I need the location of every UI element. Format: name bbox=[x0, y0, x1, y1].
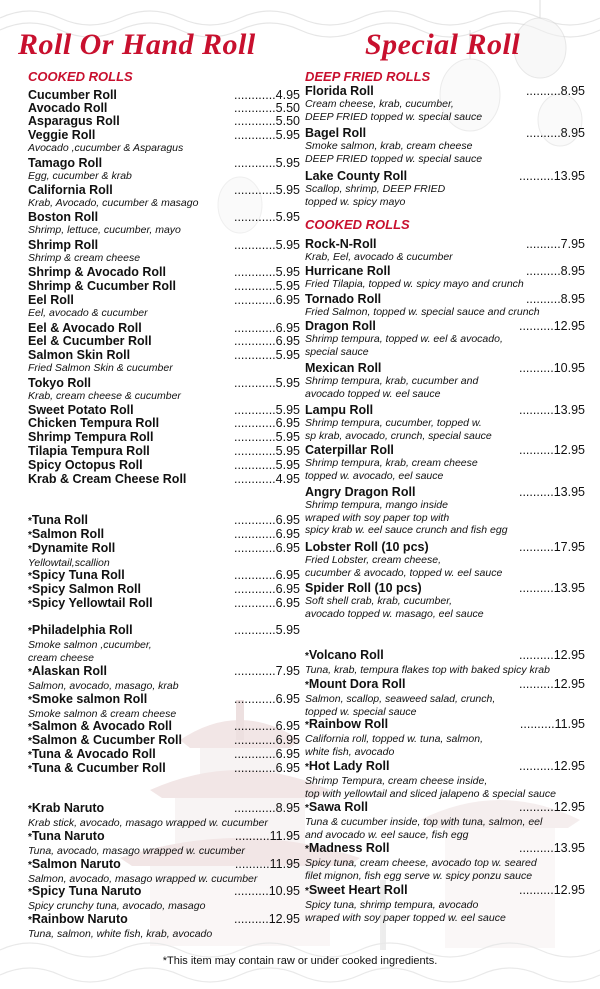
left-cooked-rolls-heading: COOKED ROLLS bbox=[28, 69, 133, 84]
raw-item-marker: * bbox=[28, 667, 32, 678]
menu-item-name: Shrimp Tempura Roll bbox=[28, 430, 154, 444]
menu-item-name: Tuna Roll bbox=[31, 513, 88, 527]
menu-item-price: ............6.95 bbox=[233, 692, 300, 706]
menu-item bbox=[28, 857, 300, 886]
menu-item-description: wraped with soy paper topped w. eel sauce bbox=[305, 911, 506, 924]
menu-item-price: ............6.95 bbox=[233, 541, 300, 555]
raw-item-marker: * bbox=[28, 695, 32, 706]
right-column-heading: Special Roll bbox=[365, 28, 521, 61]
menu-item bbox=[305, 883, 585, 924]
menu-item-price: ............5.95 bbox=[233, 458, 300, 472]
raw-item-marker: * bbox=[28, 585, 32, 596]
raw-item-marker: * bbox=[305, 720, 309, 731]
menu-item-price: ............5.95 bbox=[233, 403, 300, 417]
menu-item-price: ............4.95 bbox=[233, 472, 300, 486]
menu-item-name: Rock-N-Roll bbox=[305, 237, 377, 251]
menu-item-description: Shrimp tempura, topped w. eel & avocado, bbox=[305, 333, 503, 345]
menu-item-name: Mexican Roll bbox=[305, 361, 382, 375]
menu-item-price: ..........12.95 bbox=[518, 319, 585, 333]
raw-item-marker: * bbox=[28, 804, 32, 815]
raw-item-marker: * bbox=[28, 626, 32, 637]
raw-item-marker: * bbox=[28, 915, 32, 926]
menu-item bbox=[28, 265, 300, 279]
menu-item-price: ............5.50 bbox=[233, 114, 300, 128]
menu-item-name: Salmon & Avocado Roll bbox=[31, 719, 172, 733]
menu-item-price: ............5.95 bbox=[233, 210, 300, 224]
menu-item-price: ..........12.95 bbox=[518, 677, 585, 691]
menu-item-name: Dynamite Roll bbox=[31, 541, 116, 555]
menu-item bbox=[305, 237, 585, 264]
menu-item bbox=[28, 472, 300, 486]
menu-item-price: ..........8.95 bbox=[525, 264, 585, 278]
menu-item-description: Fried Salmon, topped w. special sauce and crunch bbox=[305, 306, 540, 318]
raw-item-marker: * bbox=[305, 680, 309, 691]
menu-item-description: Shrimp & cream cheese bbox=[28, 252, 141, 264]
menu-item-name: Eel & Cucumber Roll bbox=[28, 334, 152, 348]
raw-ingredients-footnote: *This item may contain raw or under cooked ingredients. bbox=[162, 955, 438, 967]
menu-item bbox=[305, 84, 585, 123]
menu-item-description: topped w. spicy mayo bbox=[305, 195, 406, 208]
menu-item-description: Eel, avocado & cucumber bbox=[28, 307, 148, 319]
menu-item-description: Cream cheese, krab, cucumber, bbox=[305, 98, 454, 110]
menu-item-name: Bagel Roll bbox=[305, 126, 367, 140]
menu-item bbox=[305, 540, 585, 579]
menu-item bbox=[305, 319, 585, 358]
menu-item-name: California Roll bbox=[28, 183, 113, 197]
menu-item-name: Spicy Tuna Roll bbox=[31, 568, 125, 582]
raw-item-marker: * bbox=[28, 530, 32, 541]
menu-item bbox=[28, 334, 300, 348]
menu-item-price: ..........12.95 bbox=[518, 800, 585, 814]
menu-item bbox=[28, 829, 300, 858]
menu-item-description: DEEP FRIED topped w. special sauce bbox=[305, 110, 483, 123]
menu-item bbox=[28, 912, 300, 941]
menu-item bbox=[28, 458, 300, 472]
menu-item-name: Tuna & Cucumber Roll bbox=[31, 761, 166, 775]
menu-item bbox=[305, 485, 585, 537]
menu-item bbox=[305, 443, 585, 482]
menu-item-description: Krab, Eel, avocado & cucumber bbox=[305, 251, 453, 263]
menu-item-description: sp krab, avocado, crunch, special sauce bbox=[305, 429, 492, 442]
raw-item-marker: * bbox=[305, 844, 309, 855]
menu-item bbox=[28, 279, 300, 293]
menu-item-description: Krab, cream cheese & cucumber bbox=[28, 390, 181, 402]
menu-item-name: Salmon Naruto bbox=[31, 857, 121, 871]
menu-item bbox=[28, 403, 300, 417]
menu-item-price: ............5.95 bbox=[233, 430, 300, 444]
menu-item-description: Soft shell crab, krab, cucumber, bbox=[305, 595, 453, 607]
menu-item-description: Shrimp Tempura, cream cheese inside, bbox=[305, 775, 488, 787]
menu-item-price: ............5.95 bbox=[233, 128, 300, 142]
menu-item-price: ............6.95 bbox=[233, 513, 300, 527]
menu-item-price: ..........11.95 bbox=[234, 857, 300, 871]
menu-item-description: Spicy crunchy tuna, avocado, masago bbox=[28, 900, 206, 912]
menu-item-name: Sawa Roll bbox=[308, 800, 368, 814]
menu-item-description: Shrimp, lettuce, cucumber, mayo bbox=[28, 224, 181, 236]
menu-item-name: Lobster Roll (10 pcs) bbox=[305, 540, 429, 554]
raw-item-marker: * bbox=[305, 886, 309, 897]
menu-item-name: Lampu Roll bbox=[305, 403, 374, 417]
menu-item-description: DEEP FRIED topped w. special sauce bbox=[305, 152, 483, 165]
menu-item-price: ............5.95 bbox=[233, 376, 300, 390]
menu-item-price: ..........12.95 bbox=[518, 883, 585, 897]
menu-item-description: top with yellowtail and sliced jalapeno & special sauce bbox=[305, 787, 556, 800]
menu-item bbox=[28, 183, 300, 210]
menu-item bbox=[28, 376, 300, 403]
menu-item bbox=[305, 648, 585, 677]
menu-item-price: ............6.95 bbox=[233, 293, 300, 307]
menu-item bbox=[28, 416, 300, 430]
menu-item-name: Salmon & Cucumber Roll bbox=[31, 733, 182, 747]
menu-item-price: ..........10.95 bbox=[233, 884, 300, 898]
menu-item bbox=[28, 761, 300, 777]
menu-item-description: topped w. special sauce bbox=[305, 705, 417, 718]
menu-item bbox=[28, 101, 300, 115]
menu-item-name: Lake County Roll bbox=[305, 169, 408, 183]
menu-item-description: Salmon, avocado, masago wrapped w. cucumber bbox=[28, 873, 258, 885]
menu-item bbox=[305, 292, 585, 319]
menu-item-price: ............5.95 bbox=[233, 183, 300, 197]
menu-item bbox=[28, 321, 300, 335]
menu-item-name: Dragon Roll bbox=[305, 319, 376, 333]
menu-item-name: Smoke salmon Roll bbox=[31, 692, 148, 706]
menu-item-name: Shrimp & Avocado Roll bbox=[28, 265, 166, 279]
raw-item-marker: * bbox=[28, 887, 32, 898]
menu-item-price: ............6.95 bbox=[233, 582, 300, 596]
raw-item-marker: * bbox=[305, 803, 309, 814]
menu-item-description: Tuna & cucumber inside, top with tuna, salmon, eel bbox=[305, 816, 543, 828]
menu-item bbox=[305, 264, 585, 291]
raw-item-marker: * bbox=[28, 516, 32, 527]
menu-item bbox=[28, 128, 300, 155]
menu-item-name: Salmon Skin Roll bbox=[28, 348, 131, 362]
menu-item-name: Salmon Roll bbox=[31, 527, 105, 541]
raw-item-marker: * bbox=[28, 764, 32, 775]
menu-item-name: Spicy Salmon Roll bbox=[31, 582, 141, 596]
menu-item-name: Boston Roll bbox=[28, 210, 99, 224]
menu-item bbox=[305, 717, 585, 758]
menu-item bbox=[28, 293, 300, 320]
menu-item-description: Fried Salmon Skin & cucumber bbox=[28, 362, 173, 374]
menu-item bbox=[28, 430, 300, 444]
menu-item-price: ............6.95 bbox=[233, 761, 300, 775]
menu-item-name: Avocado Roll bbox=[28, 101, 108, 115]
menu-item-price: ............6.95 bbox=[233, 568, 300, 582]
menu-item bbox=[305, 169, 585, 208]
menu-item-description: special sauce bbox=[305, 345, 369, 358]
menu-item-name: Rainbow Naruto bbox=[31, 912, 128, 926]
menu-item-name: Tuna Naruto bbox=[31, 829, 105, 843]
menu-item bbox=[305, 126, 585, 165]
raw-item-marker: * bbox=[305, 651, 309, 662]
menu-item-description: Smoke salmon & cream cheese bbox=[28, 708, 177, 720]
menu-item-price: ..........10.95 bbox=[518, 361, 585, 375]
menu-item bbox=[28, 596, 300, 612]
menu-item bbox=[28, 884, 300, 913]
menu-item bbox=[28, 348, 300, 375]
raw-item-marker: * bbox=[28, 722, 32, 733]
menu-item bbox=[305, 800, 585, 841]
menu-item-description: spicy krab w. eel sauce crunch and fish egg bbox=[305, 524, 508, 536]
menu-item-price: ..........8.95 bbox=[525, 126, 585, 140]
menu-item-name: Eel Roll bbox=[28, 293, 74, 307]
menu-item-description: Shrimp tempura, mango inside bbox=[305, 499, 448, 511]
raw-item-marker: * bbox=[28, 599, 32, 610]
menu-item bbox=[305, 581, 585, 620]
menu-item-description: avocado topped w. masago, eel sauce bbox=[305, 607, 484, 620]
menu-item-price: ..........13.95 bbox=[518, 169, 585, 183]
menu-item-price: ..........12.95 bbox=[518, 759, 585, 773]
menu-item bbox=[305, 361, 585, 400]
menu-item-price: ............6.95 bbox=[233, 719, 300, 733]
menu-item bbox=[305, 841, 585, 882]
menu-item-price: ............5.95 bbox=[233, 156, 300, 170]
menu-item-name: Madness Roll bbox=[308, 841, 390, 855]
menu-item-description: Scallop, shrimp, DEEP FRIED bbox=[305, 183, 446, 195]
menu-item-name: Volcano Roll bbox=[308, 648, 384, 662]
menu-item-price: ............6.95 bbox=[233, 596, 300, 610]
menu-item-description: Tuna, salmon, white fish, krab, avocado bbox=[28, 928, 213, 940]
menu-item-name: Spicy Yellowtail Roll bbox=[31, 596, 153, 610]
menu-item-name: Spicy Tuna Naruto bbox=[31, 884, 142, 898]
raw-item-marker: * bbox=[28, 832, 32, 843]
menu-item-description: Avocado ,cucumber & Asparagus bbox=[28, 142, 184, 154]
menu-item-description: and avocado w. eel sauce, fish egg bbox=[305, 828, 469, 841]
menu-item bbox=[28, 801, 300, 830]
menu-item-description: Tuna, avocado, masago wrapped w. cucumber bbox=[28, 845, 245, 857]
menu-item-price: ..........13.95 bbox=[518, 485, 585, 499]
menu-item-price: ............6.95 bbox=[233, 527, 300, 541]
menu-item-price: ............6.95 bbox=[233, 733, 300, 747]
menu-item-name: Tamago Roll bbox=[28, 156, 103, 170]
menu-item bbox=[305, 403, 585, 442]
menu-item-name: Angry Dragon Roll bbox=[305, 485, 416, 499]
menu-item bbox=[28, 210, 300, 237]
menu-item-price: ............5.95 bbox=[233, 348, 300, 362]
menu-item bbox=[28, 664, 300, 693]
menu-item-name: Chicken Tempura Roll bbox=[28, 416, 160, 430]
menu-item-price: ............5.95 bbox=[233, 444, 300, 458]
menu-item-description: Smoke salmon, krab, cream cheese bbox=[305, 140, 473, 152]
menu-item-price: ..........13.95 bbox=[518, 581, 585, 595]
menu-item-price: ............4.95 bbox=[233, 88, 300, 102]
menu-item bbox=[305, 677, 585, 718]
menu-item-description: Spicy tuna, shrimp tempura, avocado bbox=[305, 899, 479, 911]
menu-item-name: Hurricane Roll bbox=[305, 264, 391, 278]
menu-item-name: Alaskan Roll bbox=[31, 664, 107, 678]
menu-item-price: ..........7.95 bbox=[525, 237, 585, 251]
menu-item-description: Krab stick, avocado, masago wrapped w. cucumber bbox=[28, 817, 268, 829]
deep-fried-rolls-heading: DEEP FRIED ROLLS bbox=[305, 69, 431, 84]
menu-item-price: ..........12.95 bbox=[233, 912, 300, 926]
menu-item-name: Tuna & Avocado Roll bbox=[31, 747, 156, 761]
menu-item-description: Smoke salmon ,cucumber, bbox=[28, 639, 152, 651]
menu-item-name: Shrimp & Cucumber Roll bbox=[28, 279, 176, 293]
menu-item-name: Asparagus Roll bbox=[28, 114, 120, 128]
raw-item-marker: * bbox=[28, 750, 32, 761]
menu-item-price: ............5.95 bbox=[233, 265, 300, 279]
menu-item-price: ............6.95 bbox=[233, 416, 300, 430]
menu-item-name: Tilapia Tempura Roll bbox=[28, 444, 150, 458]
menu-item bbox=[28, 692, 300, 721]
menu-item-description: Egg, cucumber & krab bbox=[28, 170, 132, 182]
menu-item-price: ..........8.95 bbox=[525, 84, 585, 98]
menu-item-description: filet mignon, fish egg serve w. spicy ponzu sauce bbox=[305, 869, 533, 882]
menu-item-name: Eel & Avocado Roll bbox=[28, 321, 142, 335]
menu-item-name: Shrimp Roll bbox=[28, 238, 99, 252]
menu-item-name: Cucumber Roll bbox=[28, 88, 117, 102]
menu-item-name: Hot Lady Roll bbox=[308, 759, 390, 773]
menu-item-price: ..........12.95 bbox=[518, 648, 585, 662]
menu-item-description: Yellowtail,scallion bbox=[28, 557, 110, 569]
menu-item bbox=[28, 238, 300, 265]
menu-item-name: Rainbow Roll bbox=[308, 717, 389, 731]
menu-item bbox=[28, 156, 300, 183]
menu-item-description: Fried Tilapia, topped w. spicy mayo and crunch bbox=[305, 278, 524, 290]
menu-item-name: Sweet Potato Roll bbox=[28, 403, 134, 417]
menu-item-name: Krab Naruto bbox=[31, 801, 105, 815]
menu-item bbox=[28, 623, 300, 664]
menu-item-name: Mount Dora Roll bbox=[308, 677, 406, 691]
menu-item-name: Tokyo Roll bbox=[28, 376, 91, 390]
menu-item-description: Salmon, avocado, masago, krab bbox=[28, 680, 179, 692]
left-column-heading: Roll Or Hand Roll bbox=[18, 28, 256, 61]
menu-item-description: Krab, Avocado, cucumber & masago bbox=[28, 197, 199, 209]
menu-item-price: ............5.95 bbox=[233, 623, 300, 637]
menu-item-price: ..........13.95 bbox=[518, 403, 585, 417]
menu-item-description: Salmon, scallop, seaweed salad, crunch, bbox=[305, 693, 496, 705]
raw-item-marker: * bbox=[28, 736, 32, 747]
menu-item-price: ............6.95 bbox=[233, 334, 300, 348]
menu-item-name: Florida Roll bbox=[305, 84, 374, 98]
raw-item-marker: * bbox=[305, 762, 309, 773]
menu-item-price: ............5.50 bbox=[233, 101, 300, 115]
menu-item-description: white fish, avocado bbox=[305, 745, 395, 758]
raw-item-marker: * bbox=[28, 544, 32, 555]
menu-item-price: ............8.95 bbox=[233, 801, 300, 815]
menu-item-name: Sweet Heart Roll bbox=[308, 883, 408, 897]
menu-item-description: Shrimp tempura, krab, cream cheese bbox=[305, 457, 478, 469]
menu-item-price: ............7.95 bbox=[233, 664, 300, 678]
menu-item-name: Tornado Roll bbox=[305, 292, 382, 306]
menu-item-description: wraped with soy paper top with bbox=[305, 511, 450, 524]
menu-item-price: ..........11.95 bbox=[234, 829, 300, 843]
menu-item bbox=[28, 444, 300, 458]
menu-item-price: ............5.95 bbox=[233, 279, 300, 293]
menu-item-price: ............6.95 bbox=[233, 747, 300, 761]
menu-item-name: Spicy Octopus Roll bbox=[28, 458, 143, 472]
menu-item-name: Philadelphia Roll bbox=[31, 623, 133, 637]
menu-item-description: cream cheese bbox=[28, 651, 94, 664]
menu-item-description: Shrimp tempura, cucumber, topped w. bbox=[305, 417, 482, 429]
menu-item bbox=[28, 541, 300, 570]
menu-item-price: ..........8.95 bbox=[525, 292, 585, 306]
menu-item bbox=[28, 88, 300, 102]
menu-item-description: topped w. avocado, eel sauce bbox=[305, 469, 444, 482]
raw-item-marker: * bbox=[28, 860, 32, 871]
menu-item-price: ..........17.95 bbox=[518, 540, 585, 554]
menu-item-description: Spicy tuna, cream cheese, avocado top w. seared bbox=[305, 857, 537, 869]
menu-item-price: ..........12.95 bbox=[518, 443, 585, 457]
menu-item-description: California roll, topped w. tuna, salmon, bbox=[305, 733, 484, 745]
menu-item-name: Veggie Roll bbox=[28, 128, 96, 142]
menu-item-name: Caterpillar Roll bbox=[305, 443, 394, 457]
menu-item-price: ............5.95 bbox=[233, 238, 300, 252]
menu-item-description: Shrimp tempura, krab, cucumber and bbox=[305, 375, 479, 387]
menu-item bbox=[305, 759, 585, 800]
menu-item-price: ..........11.95 bbox=[519, 717, 585, 731]
menu-item-price: ..........13.95 bbox=[518, 841, 585, 855]
menu-item-price: ............6.95 bbox=[233, 321, 300, 335]
menu-item-name: Krab & Cream Cheese Roll bbox=[28, 472, 187, 486]
right-cooked-rolls-heading: COOKED ROLLS bbox=[305, 217, 410, 232]
menu-item-name: Spider Roll (10 pcs) bbox=[305, 581, 422, 595]
menu-item-description: cucumber & avocado, topped w. eel sauce bbox=[305, 566, 503, 579]
menu-item-description: Fried Lobster, cream cheese, bbox=[305, 554, 441, 566]
menu-item-description: Tuna, krab, tempura flakes top with baked spicy krab bbox=[305, 664, 550, 676]
menu-item bbox=[28, 114, 300, 128]
raw-item-marker: * bbox=[28, 571, 32, 582]
menu-item-description: avocado topped w. eel sauce bbox=[305, 387, 441, 400]
